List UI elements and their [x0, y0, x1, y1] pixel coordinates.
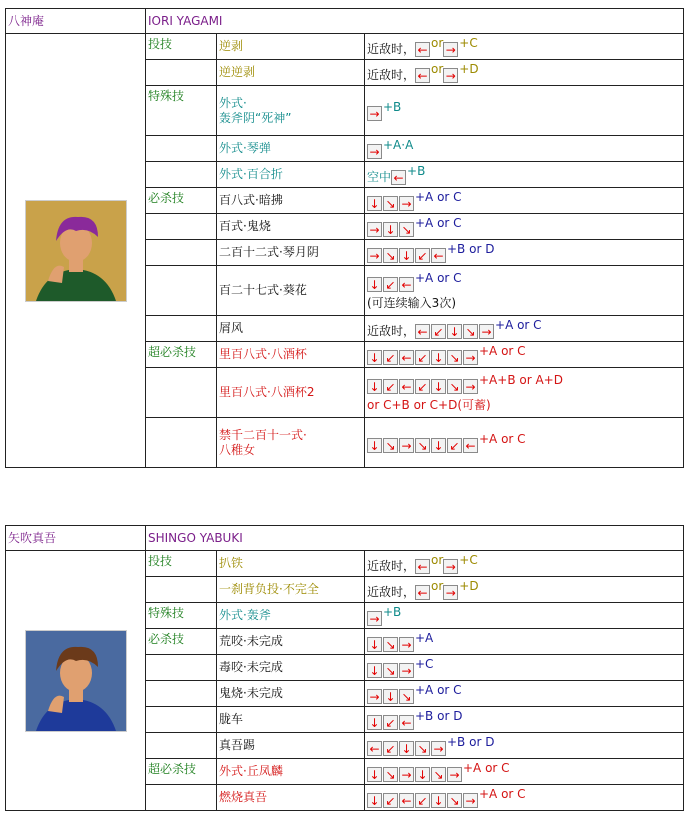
command-line: [367, 138, 681, 159]
arrow-down-icon: ↓: [367, 637, 382, 652]
command-prefix: 近敌时，: [367, 68, 416, 82]
move-category: 必杀技: [146, 188, 217, 214]
arrow-right-icon: →: [431, 741, 446, 756]
move-name: [217, 60, 365, 86]
command-input: [365, 577, 684, 603]
arrow-downright-icon: ↘: [383, 637, 398, 652]
arrow-downright-icon: ↘: [399, 222, 414, 237]
move-name-line: 扒铁: [219, 556, 244, 570]
command-buttons: +C: [459, 36, 478, 50]
arrow-down-icon: ↓: [367, 767, 382, 782]
move-name-line: 里百八式·八酒杯2: [219, 385, 315, 399]
command-buttons: +C: [459, 553, 478, 567]
move-category: [146, 418, 217, 468]
command-buttons: +A·A: [383, 138, 414, 152]
arrow-right-icon: →: [463, 793, 478, 808]
arrow-left-icon: ←: [399, 793, 414, 808]
arrow-downleft-icon: ↙: [383, 741, 398, 756]
arrow-down-icon: ↓: [367, 379, 382, 394]
arrow-downright-icon: ↘: [383, 196, 398, 211]
command-buttons: +B: [383, 100, 402, 114]
arrow-down-icon: ↓: [431, 438, 446, 453]
command-buttons: +A or C: [415, 190, 462, 204]
command-buttons: +B: [383, 605, 402, 619]
move-name-line: 逆逆剥: [219, 65, 256, 79]
move-name: [217, 603, 365, 629]
move-name-line: 毒咬·未完成: [219, 660, 283, 674]
move-name-line: 百式·鬼烧: [219, 219, 271, 233]
arrow-downright-icon: ↘: [383, 663, 398, 678]
arrow-downleft-icon: ↙: [383, 379, 398, 394]
or-text: or: [431, 579, 444, 593]
command-buttons: +A or C: [415, 216, 462, 230]
move-row: [6, 34, 684, 60]
command-input: [365, 162, 684, 188]
arrow-downleft-icon: ↙: [447, 438, 462, 453]
move-name-line: 燃烧真吾: [219, 790, 268, 804]
arrow-right-icon: →: [399, 637, 414, 652]
arrow-down-icon: ↓: [383, 689, 398, 704]
character-name-en: IORI YAGAMI: [146, 9, 684, 34]
arrow-down-icon: ↓: [383, 222, 398, 237]
move-name: [217, 681, 365, 707]
arrow-right-icon: →: [443, 559, 458, 574]
move-name: [217, 266, 365, 316]
arrow-downleft-icon: ↙: [383, 350, 398, 365]
command-line: [367, 318, 681, 339]
command-line: [367, 344, 681, 365]
move-category: 超必杀技: [146, 342, 217, 368]
command-input: [365, 60, 684, 86]
move-category: [146, 707, 217, 733]
move-category: [146, 785, 217, 811]
command-input: [365, 603, 684, 629]
character-name-en: SHINGO YABUKI: [146, 526, 684, 551]
arrow-left-icon: ←: [399, 350, 414, 365]
move-name-line: 二百十二式·琴月阴: [219, 245, 319, 259]
move-table-iori: [5, 8, 684, 468]
command-line: [367, 242, 681, 263]
move-category: 投技: [146, 34, 217, 60]
move-category: [146, 60, 217, 86]
command-line: [367, 271, 681, 292]
arrow-downleft-icon: ↙: [415, 793, 430, 808]
move-category: 特殊技: [146, 86, 217, 136]
command-note: (可连续输入3次): [367, 295, 456, 310]
command-line: [367, 36, 681, 57]
command-line: [367, 373, 681, 394]
arrow-down-icon: ↓: [399, 248, 414, 263]
move-table-shingo: [5, 525, 684, 811]
arrow-left-icon: ←: [463, 438, 478, 453]
move-name-line: 外式·轰斧: [219, 608, 271, 622]
command-line: [367, 579, 681, 600]
command-line: [367, 683, 681, 704]
arrow-right-icon: →: [399, 438, 414, 453]
move-name: [217, 733, 365, 759]
move-name-line: 屑风: [219, 321, 244, 335]
arrow-left-icon: ←: [415, 585, 430, 600]
command-line: [367, 657, 681, 678]
command-input: [365, 733, 684, 759]
command-prefix: 近敌时，: [367, 324, 416, 338]
move-name-line: 八稚女: [219, 442, 256, 457]
command-line: [367, 709, 681, 730]
command-input: [365, 655, 684, 681]
command-buttons: +B or D: [447, 242, 495, 256]
command-prefix: 近敌时，: [367, 559, 416, 573]
command-buttons: +A or C: [479, 344, 526, 358]
command-note: or C+B or C+D(可蓄): [367, 397, 491, 412]
command-line: [367, 553, 681, 574]
arrow-right-icon: →: [463, 379, 478, 394]
arrow-down-icon: ↓: [431, 793, 446, 808]
move-category: [146, 214, 217, 240]
arrow-right-icon: →: [367, 611, 382, 626]
command-buttons: +B or D: [415, 709, 463, 723]
command-buttons: +C: [415, 657, 434, 671]
move-category: [146, 733, 217, 759]
move-name: [217, 785, 365, 811]
move-name: [217, 86, 365, 136]
command-prefix: 近敌时，: [367, 585, 416, 599]
move-category: [146, 577, 217, 603]
command-buttons: +A: [415, 631, 434, 645]
command-input: [365, 342, 684, 368]
command-line: [367, 190, 681, 211]
move-name: [217, 577, 365, 603]
arrow-downleft-icon: ↙: [431, 324, 446, 339]
move-name: [217, 136, 365, 162]
arrow-downright-icon: ↘: [463, 324, 478, 339]
move-category: [146, 136, 217, 162]
arrow-downright-icon: ↘: [447, 379, 462, 394]
arrow-down-icon: ↓: [399, 741, 414, 756]
or-text: or: [431, 62, 444, 76]
arrow-down-icon: ↓: [431, 350, 446, 365]
command-input: [365, 759, 684, 785]
arrow-down-icon: ↓: [367, 715, 382, 730]
move-category: 投技: [146, 551, 217, 577]
arrow-downright-icon: ↘: [447, 350, 462, 365]
command-buttons: +A or C: [415, 683, 462, 697]
move-name: [217, 34, 365, 60]
command-input: [365, 418, 684, 468]
arrow-right-icon: →: [399, 663, 414, 678]
arrow-right-icon: →: [367, 222, 382, 237]
arrow-left-icon: ←: [415, 324, 430, 339]
arrow-right-icon: →: [479, 324, 494, 339]
arrow-right-icon: →: [367, 144, 382, 159]
move-name-line: 百二十七式·葵花: [219, 283, 307, 297]
move-name-line: 外式·: [219, 95, 247, 110]
command-input: [365, 551, 684, 577]
arrow-downleft-icon: ↙: [383, 793, 398, 808]
arrow-downright-icon: ↘: [431, 767, 446, 782]
command-line: [367, 735, 681, 756]
shingo-portrait: [25, 630, 127, 732]
arrow-downright-icon: ↘: [447, 793, 462, 808]
move-name-line: 外式·百合折: [219, 167, 283, 181]
move-name: [217, 418, 365, 468]
move-category: [146, 162, 217, 188]
arrow-right-icon: →: [443, 585, 458, 600]
arrow-down-icon: ↓: [367, 663, 382, 678]
arrow-downright-icon: ↘: [399, 689, 414, 704]
command-line: [367, 62, 681, 83]
arrow-right-icon: →: [443, 68, 458, 83]
or-text: or: [431, 36, 444, 50]
arrow-right-icon: →: [399, 767, 414, 782]
move-name-line: 外式·琴弹: [219, 141, 271, 155]
command-input: [365, 681, 684, 707]
header-row: [6, 526, 684, 551]
move-name: [217, 342, 365, 368]
arrow-downright-icon: ↘: [383, 438, 398, 453]
command-buttons: +D: [459, 62, 479, 76]
move-name-line: 轰斧阴“死神”: [219, 110, 292, 125]
command-buttons: +B: [407, 164, 426, 178]
command-line: [367, 216, 681, 237]
arrow-right-icon: →: [367, 106, 382, 121]
arrow-downright-icon: ↘: [383, 767, 398, 782]
command-buttons: +A or C: [495, 318, 542, 332]
arrow-down-icon: ↓: [367, 350, 382, 365]
move-name-line: 禁千二百十一式·: [219, 427, 307, 442]
command-line: [367, 761, 681, 782]
arrow-down-icon: ↓: [415, 767, 430, 782]
command-buttons: +A or C: [463, 761, 510, 775]
arrow-left-icon: ←: [415, 559, 430, 574]
arrow-down-icon: ↓: [431, 379, 446, 394]
command-buttons: +A or C: [479, 787, 526, 801]
arrow-right-icon: →: [367, 248, 382, 263]
arrow-left-icon: ←: [399, 715, 414, 730]
command-input: [365, 86, 684, 136]
command-input: [365, 316, 684, 342]
arrow-downleft-icon: ↙: [383, 715, 398, 730]
move-name: [217, 316, 365, 342]
arrow-downleft-icon: ↙: [383, 277, 398, 292]
move-name: [217, 214, 365, 240]
move-name: [217, 162, 365, 188]
command-line: [367, 432, 681, 453]
arrow-down-icon: ↓: [447, 324, 462, 339]
arrow-right-icon: →: [367, 689, 382, 704]
move-category: [146, 681, 217, 707]
move-category: [146, 240, 217, 266]
command-input: [365, 34, 684, 60]
command-input: [365, 629, 684, 655]
move-name-line: 逆剥: [219, 39, 244, 53]
arrow-down-icon: ↓: [367, 196, 382, 211]
command-buttons: +A or C: [479, 432, 526, 446]
arrow-right-icon: →: [443, 42, 458, 57]
arrow-left-icon: ←: [399, 379, 414, 394]
move-name-line: 外式·丘凤麟: [219, 764, 283, 778]
command-prefix: 近敌时，: [367, 42, 416, 56]
move-name-line: 荒咬·未完成: [219, 634, 283, 648]
arrow-left-icon: ←: [415, 42, 430, 57]
arrow-downright-icon: ↘: [415, 741, 430, 756]
move-row: [6, 551, 684, 577]
move-name-line: 真吾踢: [219, 738, 256, 752]
command-line: [367, 100, 681, 121]
move-category: [146, 655, 217, 681]
command-input: [365, 240, 684, 266]
arrow-down-icon: ↓: [367, 793, 382, 808]
move-name: [217, 551, 365, 577]
command-buttons: +D: [459, 579, 479, 593]
arrow-downleft-icon: ↙: [415, 350, 430, 365]
arrow-downright-icon: ↘: [383, 248, 398, 263]
move-name-line: 里百八式·八酒杯: [219, 347, 307, 361]
arrow-left-icon: ←: [367, 741, 382, 756]
iori-portrait: [25, 200, 127, 302]
command-line: [367, 631, 681, 652]
move-name: [217, 759, 365, 785]
move-name-line: 百八式·暗拂: [219, 193, 283, 207]
move-name: [217, 629, 365, 655]
command-buttons: +A or C: [415, 270, 462, 285]
move-name-line: 胧车: [219, 712, 244, 726]
arrow-left-icon: ←: [431, 248, 446, 263]
arrow-right-icon: →: [463, 350, 478, 365]
character-name-jp: 八神庵: [6, 9, 146, 34]
arrow-downleft-icon: ↙: [415, 379, 430, 394]
command-input: [365, 785, 684, 811]
move-category: [146, 368, 217, 418]
command-buttons: +A+B or A+D: [479, 372, 563, 387]
move-name-line: 鬼烧·未完成: [219, 686, 283, 700]
command-line: [367, 605, 681, 626]
arrow-downleft-icon: ↙: [415, 248, 430, 263]
arrow-left-icon: ←: [415, 68, 430, 83]
move-name: [217, 655, 365, 681]
portrait-cell: [6, 551, 146, 811]
command-line: [367, 787, 681, 808]
character-name-jp: 矢吹真吾: [6, 526, 146, 551]
command-buttons: +B or D: [447, 735, 495, 749]
move-category: [146, 266, 217, 316]
move-name: [217, 188, 365, 214]
header-row: [6, 9, 684, 34]
arrow-down-icon: ↓: [367, 277, 382, 292]
arrow-down-icon: ↓: [367, 438, 382, 453]
move-category: 必杀技: [146, 629, 217, 655]
command-input: [365, 707, 684, 733]
arrow-right-icon: →: [447, 767, 462, 782]
move-name: [217, 368, 365, 418]
command-input: [365, 214, 684, 240]
or-text: or: [431, 553, 444, 567]
portrait-cell: [6, 34, 146, 468]
arrow-left-icon: ←: [399, 277, 414, 292]
command-input: [365, 136, 684, 162]
arrow-downright-icon: ↘: [415, 438, 430, 453]
move-name: [217, 240, 365, 266]
move-category: [146, 316, 217, 342]
move-category: 超必杀技: [146, 759, 217, 785]
command-line: [367, 164, 681, 185]
arrow-left-icon: ←: [391, 170, 406, 185]
command-input: [365, 368, 684, 418]
command-input: [365, 266, 684, 316]
command-prefix: 空中: [367, 170, 392, 184]
move-name: [217, 707, 365, 733]
arrow-right-icon: →: [399, 196, 414, 211]
move-name-line: 一刹背负投·不完全: [219, 582, 319, 596]
command-input: [365, 188, 684, 214]
move-category: 特殊技: [146, 603, 217, 629]
